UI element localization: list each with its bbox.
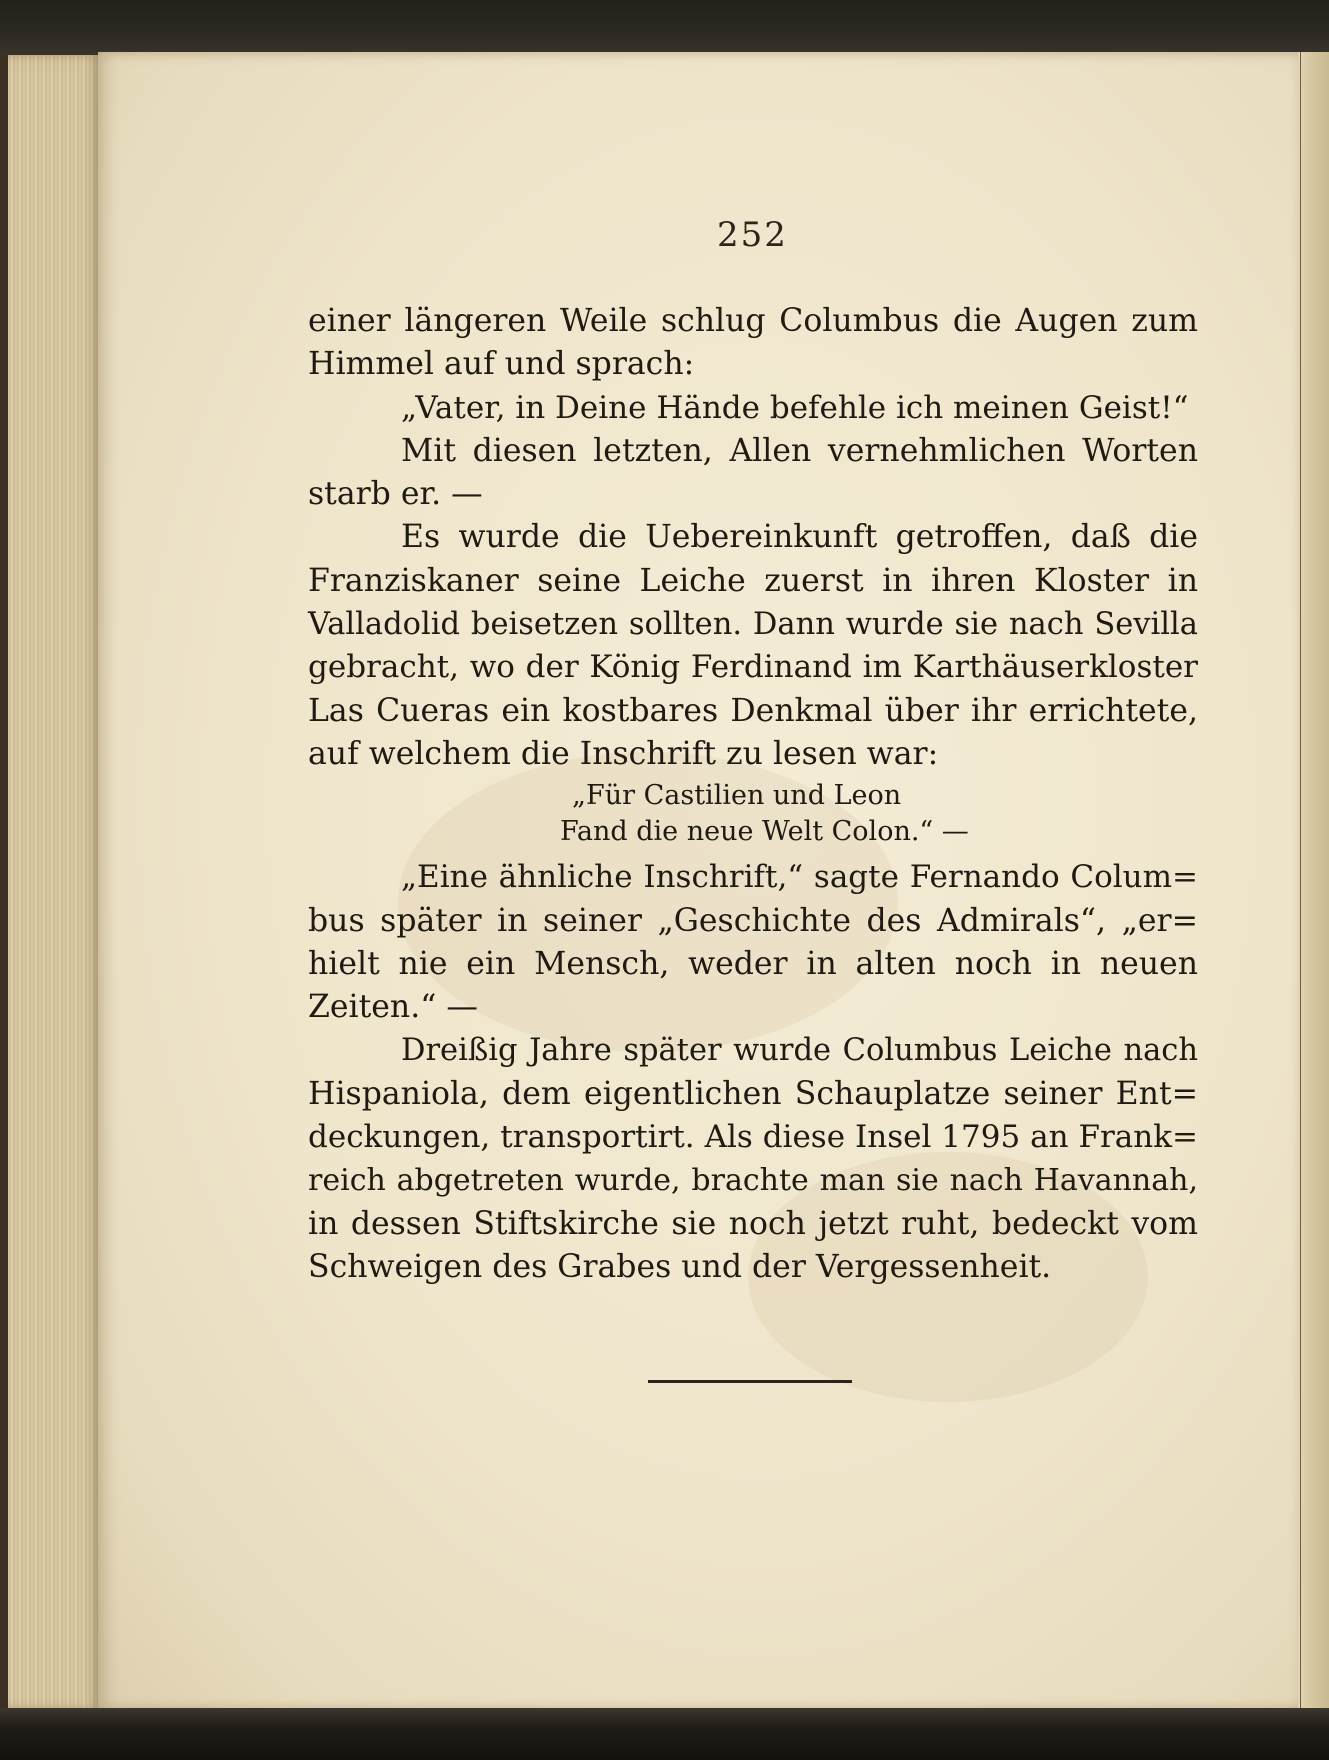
text-line: bus später in seiner „Geschichte des Admirals“, „er= — [308, 902, 1198, 939]
text-line: Las Cueras ein kostbares Denkmal über ihr errichtete, — [308, 692, 1198, 729]
inscription-line: „Für Castilien und Leon — [572, 780, 902, 812]
text-line: Dreißig Jahre später wurde Columbus Leiche nach — [401, 1033, 1198, 1069]
text-line: Zeiten.“ — — [308, 989, 478, 1026]
text-line: deckungen, transportirt. Als diese Insel 1795 an Frank= — [308, 1119, 1198, 1156]
book-bottom-edge — [0, 1708, 1329, 1760]
text-line: einer längeren Weile schlug Columbus die Augen zum — [308, 303, 1198, 339]
closing-rule — [648, 1380, 852, 1383]
page-number: 252 — [717, 215, 788, 255]
text-line: starb er. — — [308, 476, 483, 513]
body-text — [308, 300, 1198, 1289]
inscription-line: Fand die neue Welt Colon.“ — — [560, 816, 969, 848]
text-line: „Eine ähnliche Inschrift,“ sagte Fernando Colum= — [401, 859, 1198, 896]
text-line: Hispaniola, dem eigentlichen Schauplatze seiner Ent= — [308, 1075, 1198, 1112]
text-line: Himmel auf und sprach: — [308, 346, 695, 383]
text-line: Mit diesen letzten, Allen vernehmlichen Worten — [401, 432, 1198, 469]
text-line: Franziskaner seine Leiche zuerst in ihren Kloster in — [308, 562, 1198, 599]
text-line: gebracht, wo der König Ferdinand im Karthäuserkloster — [308, 649, 1198, 686]
text-line: hielt nie ein Mensch, weder in alten noch in neuen — [308, 945, 1198, 982]
text-line: auf welchem die Inschrift zu lesen war: — [308, 735, 939, 772]
book-top-edge — [0, 0, 1329, 58]
text-line: reich abgetreten wurde, brachte man sie nach Havannah, — [308, 1163, 1198, 1199]
page-stack-edge — [0, 55, 100, 1710]
text-line: Valladolid beisetzen sollten. Dann wurde sie nach Sevilla — [308, 607, 1198, 643]
text-line: in dessen Stiftskirche sie noch jetzt ruht, bedeckt vom — [308, 1205, 1198, 1242]
text-line: Es wurde die Uebereinkunft getroffen, daß die — [401, 519, 1198, 556]
text-line: Schweigen des Grabes und der Vergessenheit. — [308, 1248, 1052, 1285]
text-line: „Vater, in Deine Hände befehle ich meinen Geist!“ — [401, 389, 1189, 426]
book-right-edge — [1298, 52, 1329, 1710]
